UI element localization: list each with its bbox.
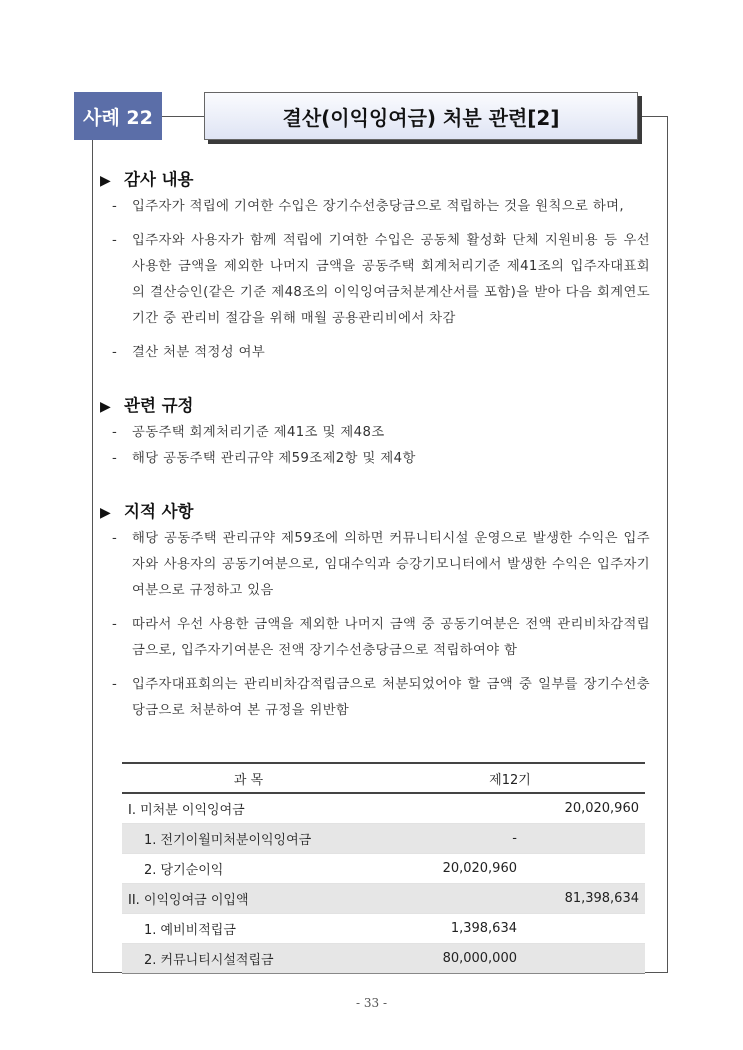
header-rule-right [638, 116, 668, 117]
dash-icon: - [112, 199, 118, 214]
section-findings [100, 498, 650, 724]
list-item [100, 526, 650, 604]
row-label: 1. 전기이월미처분이익잉여금 [144, 833, 312, 848]
row-label: II. 이익잉여금 이입액 [128, 893, 249, 908]
row-label: 2. 커뮤니티시설적립금 [144, 953, 274, 968]
row-label: 1. 예비비적립금 [144, 923, 236, 938]
list-item-text: 따라서 우선 사용한 금액을 제외한 나머지 금액 중 공동기여분은 전액 관리비차감적립금으로, 입주자기여분은 전액 장기수선충당금으로 적립하여야 함 [132, 617, 650, 658]
list-item [100, 446, 650, 472]
triangle-bullet-icon: ▶ [100, 173, 111, 189]
section-heading-text: 관련 규정 [124, 396, 194, 415]
list-item-text: 공동주택 회계처리기준 제41조 및 제48조 [132, 425, 385, 440]
table-row [122, 914, 645, 944]
list-item [100, 340, 650, 366]
header-rule-left [162, 116, 204, 117]
list-item [100, 672, 650, 724]
table-body [122, 793, 645, 974]
row-amount-detail: - [512, 831, 517, 846]
row-amount-total: 81,398,634 [564, 891, 639, 906]
triangle-bullet-icon: ▶ [100, 399, 111, 415]
list-item [100, 194, 650, 220]
list-item [100, 228, 650, 332]
section-related-rules [100, 392, 650, 472]
row-amount-detail: 1,398,634 [450, 921, 517, 936]
row-amount-detail: 80,000,000 [442, 951, 517, 966]
list-item [100, 420, 650, 446]
dash-icon: - [112, 677, 118, 692]
section-heading [100, 392, 650, 420]
dash-icon: - [112, 345, 118, 360]
row-amount-total [523, 854, 645, 884]
list-item-text: 결산 처분 적정성 여부 [132, 345, 266, 360]
retained-earnings-table [122, 762, 645, 974]
section-heading [100, 498, 650, 526]
list-item-text: 해당 공동주택 관리규약 제59조에 의하면 커뮤니티시설 운영으로 발생한 수익은 입주자와 사용자의 공동기여분으로, 임대수익과 승강기모니터에서 발생한 수익은 입주자기여분으로 규정하고 있음 [132, 531, 650, 598]
row-amount-total: 20,020,960 [564, 801, 639, 816]
section-heading-text: 지적 사항 [124, 502, 194, 521]
row-amount-total [523, 914, 645, 944]
section-heading [100, 166, 650, 194]
section-heading-text: 감사 내용 [124, 170, 194, 189]
triangle-bullet-icon: ▶ [100, 505, 111, 521]
table-row [122, 944, 645, 974]
table-row [122, 824, 645, 854]
page-number: - 33 - [355, 996, 387, 1010]
section-audit-content [100, 166, 650, 366]
list-item-text: 입주자가 적립에 기여한 수입은 장기수선충당금으로 적립하는 것을 원칙으로 하며, [132, 199, 624, 214]
table-row [122, 793, 645, 824]
table-row [122, 854, 645, 884]
header-period: 제12기 [375, 763, 645, 793]
list-item-text: 입주자와 사용자가 함께 적립에 기여한 수입은 공동체 활성화 단체 지원비용 등 우선 사용한 금액을 제외한 나머지 금액을 공동주택 회계처리기준 제41조의 입주자대표회의 결산승인(같은 기준 제48조의 이익잉여금처분계산서를 포함)을 받아 다음 회계연도 기간 중 관리비 절감을 위해 매월 공용관리비에서 차감 [132, 233, 650, 326]
row-amount-total [523, 824, 645, 854]
row-amount-total [523, 944, 645, 974]
case-badge: 사례 22 [74, 92, 162, 140]
row-label: 2. 당기순이익 [144, 863, 224, 878]
table-header-row [122, 763, 645, 793]
row-amount-detail [375, 793, 523, 824]
table-row [122, 884, 645, 914]
header-subject: 과 목 [122, 763, 375, 793]
list-item [100, 612, 650, 664]
list-item-text: 입주자대표회의는 관리비차감적립금으로 처분되었어야 할 금액 중 일부를 장기수선충당금으로 처분하여 본 규정을 위반함 [132, 677, 650, 718]
list-item-text: 해당 공동주택 관리규약 제59조제2항 및 제4항 [132, 451, 416, 466]
dash-icon: - [112, 531, 118, 546]
dash-icon: - [112, 233, 118, 248]
document-body [100, 166, 650, 724]
row-amount-detail: 20,020,960 [442, 861, 517, 876]
page-title: 결산(이익잉여금) 처분 관련[2] [204, 92, 638, 140]
dash-icon: - [112, 617, 118, 632]
row-amount-detail [375, 884, 523, 914]
dash-icon: - [112, 425, 118, 440]
dash-icon: - [112, 451, 118, 466]
row-label: I. 미처분 이익잉여금 [128, 803, 245, 818]
